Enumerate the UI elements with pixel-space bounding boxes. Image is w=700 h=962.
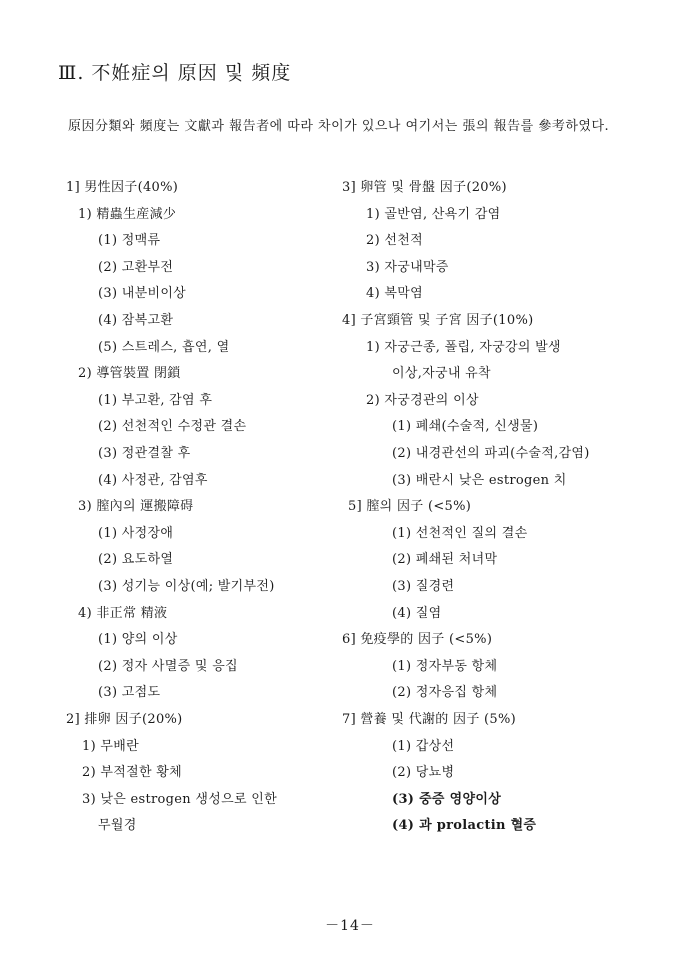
outline-item: (4) 사정관, 감염후 — [98, 472, 208, 488]
outline-item: (1) 사정장애 — [98, 525, 174, 541]
outline-item: (5) 스트레스, 흡연, 열 — [98, 339, 230, 355]
intro-paragraph: 原因分類와 頻度는 文獻과 報告者에 따라 차이가 있으나 여기서는 張의 報告를 參考하였다. — [68, 119, 610, 134]
outline-item: (1) 정자부동 항체 — [392, 658, 498, 674]
outline-item: 2) 자궁경관의 이상 — [366, 392, 479, 408]
outline-item: 2] 排卵 因子(20%) — [66, 712, 183, 727]
outline-item: (3) 성기능 이상(예; 발기부전) — [98, 579, 275, 594]
outline-item: 2) 선천적 — [366, 233, 423, 249]
outline-item: 이상,자궁내 유착 — [392, 366, 491, 382]
outline-item: 1) 무배란 — [82, 738, 139, 754]
outline-item: 4) 非正常 精液 — [78, 605, 168, 621]
outline-item: (3) 배란시 낮은 estrogen 치 — [392, 472, 567, 488]
outline-item: 3) 膣內의 運搬障碍 — [78, 499, 194, 515]
outline-item: 1) 골반염, 산욕기 감염 — [366, 206, 501, 222]
outline-item: (3) 질경련 — [392, 579, 455, 594]
outline-item: 무월경 — [98, 818, 137, 834]
outline-item: 1) 精蟲生産減少 — [78, 206, 177, 222]
outline-item: (1) 갑상선 — [392, 738, 455, 754]
outline-item: 4] 子宮頸管 및 子宮 因子(10%) — [342, 313, 534, 328]
outline-item: (2) 내경관선의 파괴(수술적,감염) — [392, 446, 590, 461]
outline-item: 2) 導管裝置 閉鎖 — [78, 366, 181, 382]
outline-item: (2) 폐쇄된 처녀막 — [392, 552, 498, 568]
outline-item: (2) 정자응집 항체 — [392, 685, 498, 701]
outline-item: 1) 자궁근종, 폴립, 자궁강의 발생 — [366, 339, 561, 355]
outline-item: 3) 자궁내막증 — [366, 259, 449, 275]
outline-item: (2) 정자 사멸증 및 응집 — [98, 658, 238, 674]
outline-item: (1) 양의 이상 — [98, 632, 178, 648]
outline-item: (1) 부고환, 감염 후 — [98, 392, 213, 408]
outline-item: (2) 고환부전 — [98, 259, 174, 275]
outline-item: 5] 膣의 因子 (<5%) — [348, 499, 472, 515]
outline-item: (3) 정관결찰 후 — [98, 446, 191, 461]
outline-item: 4) 복막염 — [366, 286, 423, 302]
outline-item: (1) 폐쇄(수술적, 신생물) — [392, 419, 539, 435]
outline-item: (3) 내분비이상 — [98, 286, 187, 302]
outline-item: (2) 선천적인 수정관 결손 — [98, 419, 247, 435]
outline-item: (3) 고점도 — [98, 685, 161, 701]
outline-item: (2) 당뇨병 — [392, 765, 455, 781]
outline-item: 1] 男性因子(40%) — [66, 180, 179, 195]
outline-item: 3] 卵管 및 骨盤 因子(20%) — [342, 180, 507, 195]
section-heading: Ⅲ. 不姙症의 原因 및 頻度 — [58, 62, 292, 84]
outline-item: (4) 과 prolactin 혈증 — [392, 818, 537, 834]
outline-item: 3) 낮은 estrogen 생성으로 인한 — [82, 791, 277, 807]
outline-item: (1) 선천적인 질의 결손 — [392, 525, 528, 541]
outline-item: (4) 질염 — [392, 605, 442, 621]
outline-item: 2) 부적절한 황체 — [82, 765, 182, 781]
outline-item: (4) 잠복고환 — [98, 313, 174, 328]
page-number: －14－ — [325, 918, 375, 934]
outline-item: 7] 營養 및 代謝的 因子 (5%) — [342, 712, 517, 727]
outline-item: (2) 요도하열 — [98, 552, 174, 568]
outline-item: (1) 정맥류 — [98, 233, 161, 249]
outline-item: (3) 중증 영양이상 — [392, 791, 502, 807]
outline-item: 6] 免疫學的 因子 (<5%) — [342, 632, 493, 648]
